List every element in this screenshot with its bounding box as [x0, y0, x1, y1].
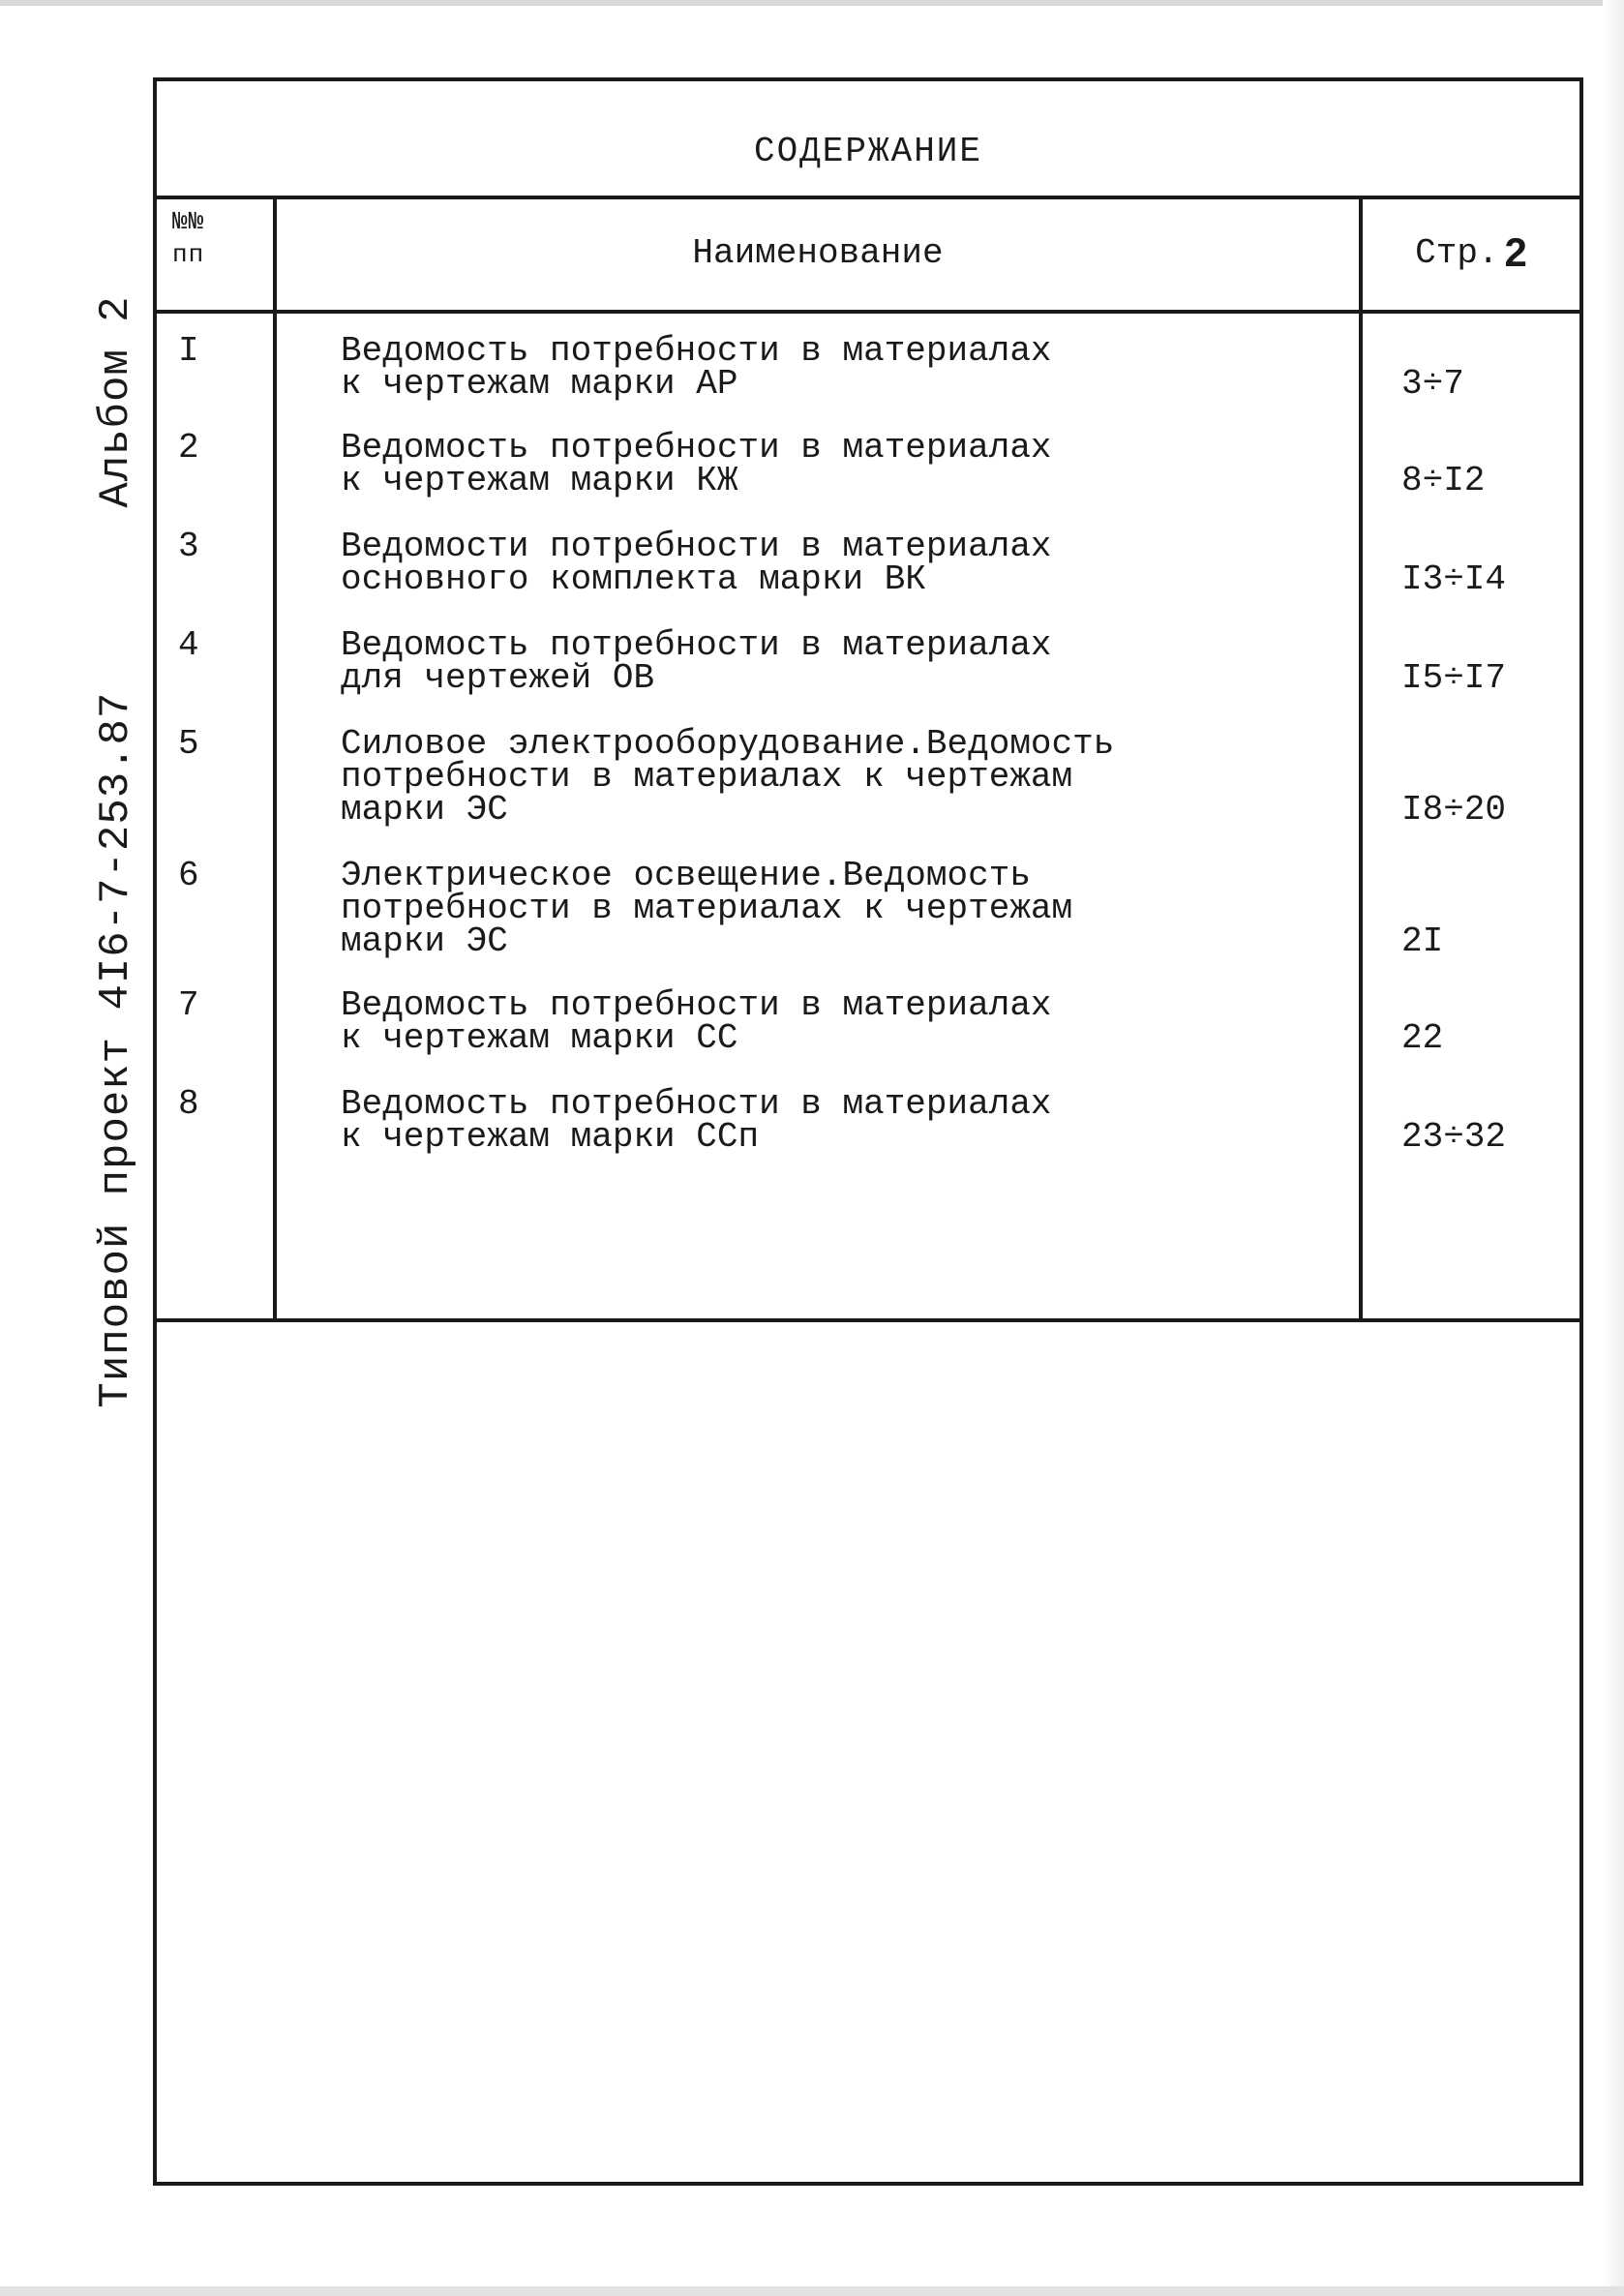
row-pages: I3÷I4 — [1401, 559, 1507, 599]
row-title: Ведомость потребности в материалах к чертежам марки КЖ — [341, 428, 1052, 500]
row-title: Ведомость потребности в материалах к чертежам марки СС — [341, 985, 1052, 1058]
contents-table — [157, 196, 1579, 1322]
row-title: Силовое электрооборудование.Ведомость потребности в материалах к чертежам марки ЭС — [341, 724, 1115, 830]
scan-edge-bottom — [0, 2286, 1624, 2296]
table-header — [157, 196, 1579, 314]
row-number: I — [178, 331, 199, 371]
scan-edge-top — [0, 0, 1624, 6]
column-divider — [273, 196, 277, 1318]
row-number: 6 — [178, 856, 199, 895]
row-pages: 23÷32 — [1401, 1117, 1507, 1157]
header-number: №№ пп — [172, 207, 205, 269]
page-title: СОДЕРЖАНИЕ — [157, 81, 1579, 199]
row-title: Ведомость потребности в материалах к чертежам марки ССп — [341, 1084, 1052, 1157]
row-title: Ведомости потребности в материалах основного комплекта марки ВК — [341, 527, 1052, 599]
row-pages: 8÷I2 — [1401, 461, 1486, 500]
row-number: 7 — [178, 985, 199, 1025]
row-pages: 2I — [1401, 921, 1444, 961]
header-page-label: Стр. — [1415, 232, 1499, 273]
row-pages: I5÷I7 — [1401, 658, 1507, 698]
contents-frame — [153, 77, 1583, 2186]
row-number: 5 — [178, 724, 199, 764]
column-divider — [1359, 196, 1363, 1318]
side-stamp — [92, 295, 140, 1407]
sheet-number: 2 — [1504, 229, 1527, 275]
row-pages: 3÷7 — [1401, 364, 1464, 404]
row-title: Ведомость потребности в материалах к чертежам марки АР — [341, 331, 1052, 404]
header-name: Наименование — [692, 232, 944, 273]
row-number: 4 — [178, 625, 199, 665]
row-pages: 22 — [1401, 1018, 1444, 1058]
album-label: Альбом 2 — [92, 295, 140, 508]
project-code: Типовой проект 4I6-7-253.87 — [92, 691, 140, 1408]
row-number: 8 — [178, 1084, 199, 1124]
row-title: Электрическое освещение.Ведомость потребности в материалах к чертежам марки ЭС — [341, 856, 1073, 961]
row-number: 3 — [178, 527, 199, 566]
row-number: 2 — [178, 428, 199, 468]
row-pages: I8÷20 — [1401, 790, 1507, 830]
row-title: Ведомость потребности в материалах для чертежей ОВ — [341, 625, 1052, 698]
scan-edge-right — [1603, 0, 1624, 2296]
header-page — [1363, 196, 1579, 310]
